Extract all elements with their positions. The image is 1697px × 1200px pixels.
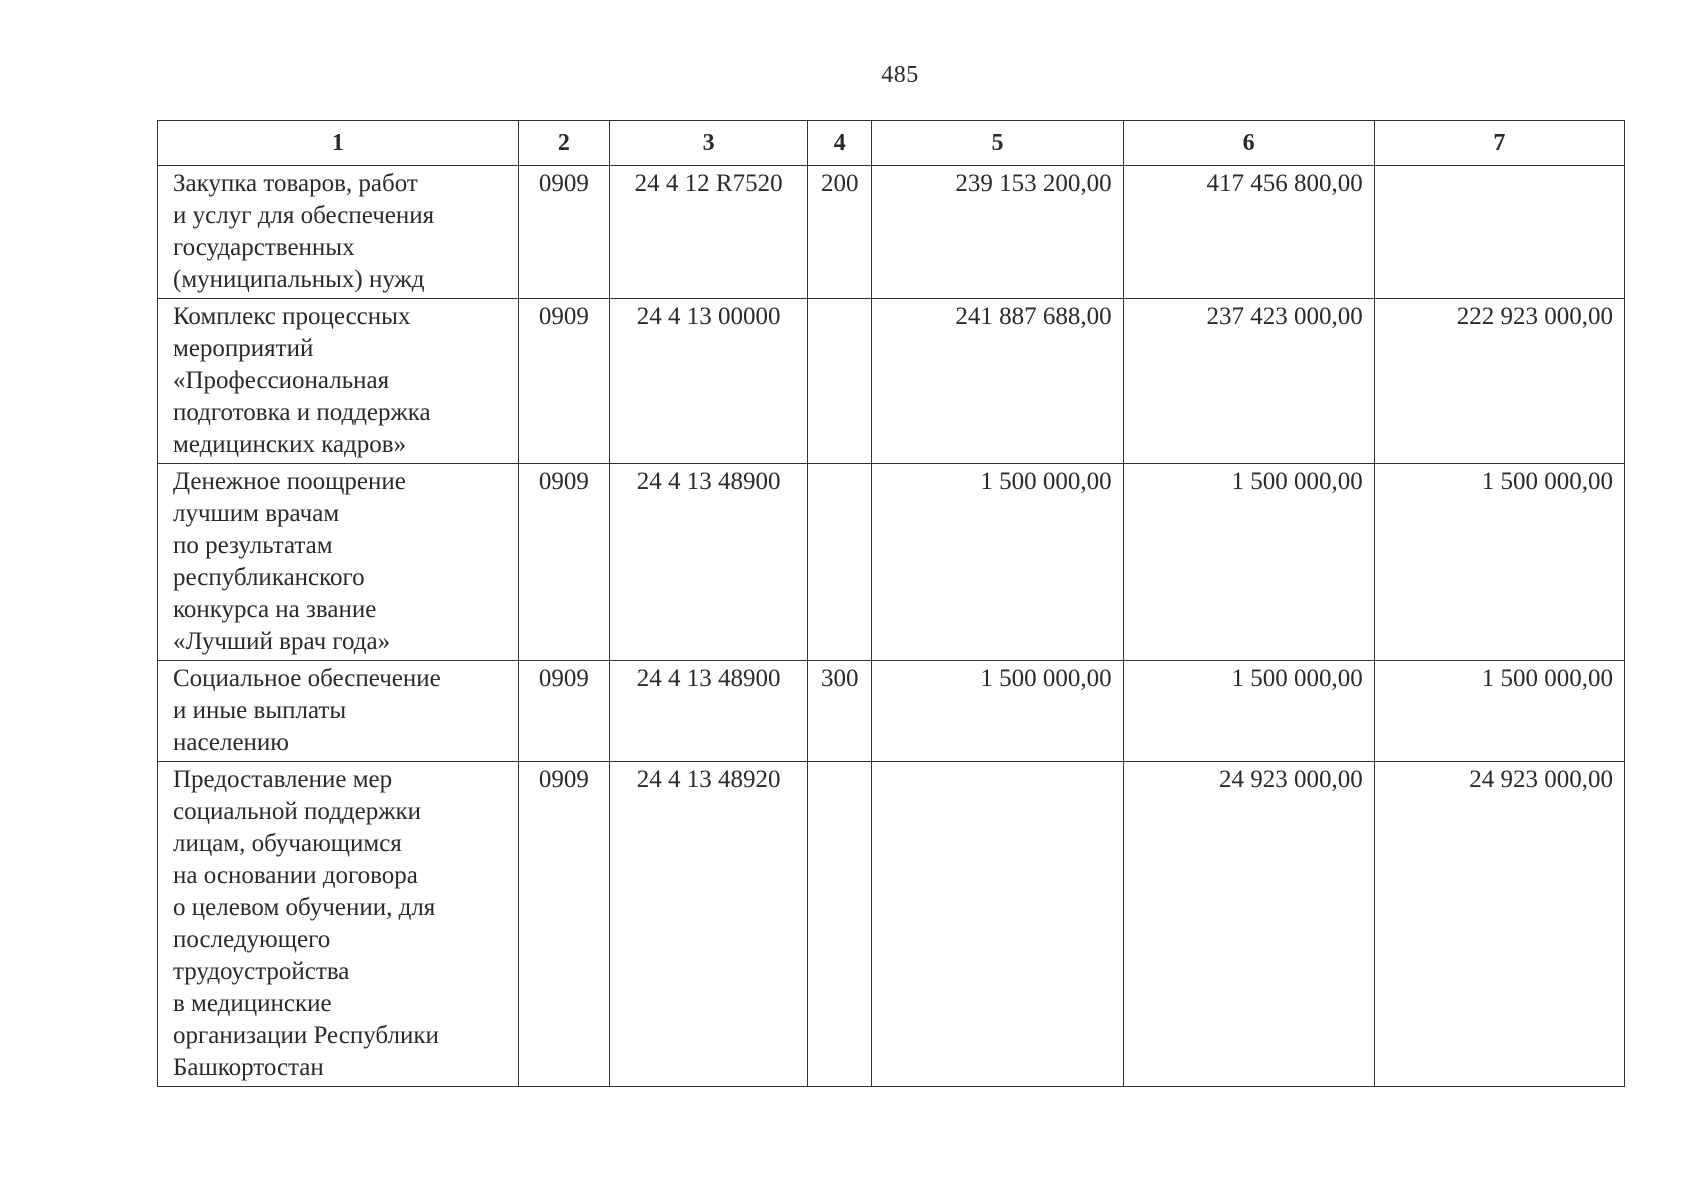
- target-code-cell: 24 4 13 48900: [610, 464, 808, 661]
- amount-col6-cell: 417 456 800,00: [1123, 166, 1374, 299]
- expense-kind-cell: 200: [808, 166, 872, 299]
- target-code-cell: 24 4 13 48920: [610, 762, 808, 1087]
- expense-name: Денежное поощрение лучшим врачам по результатам республиканского конкурса на звание «Лучший врач года»: [173, 468, 406, 655]
- column-header-7: 7: [1374, 121, 1624, 166]
- table-row: [158, 464, 1625, 661]
- column-header-4: 4: [808, 121, 872, 166]
- amount-col7-cell: 1 500 000,00: [1374, 661, 1624, 762]
- column-header-1: 1: [158, 121, 519, 166]
- column-header-5: 5: [872, 121, 1123, 166]
- expense-name: Предоставление мер социальной поддержки лицам, обучающимся на основании договора о целевом обучении, для последующего трудоустройства в медицинские организации Республики Башкортостан: [173, 766, 439, 1081]
- target-code-cell: 24 4 13 00000: [610, 299, 808, 464]
- table-row: [158, 762, 1625, 1087]
- section-cell: 0909: [518, 661, 609, 762]
- amount-col7-cell: 222 923 000,00: [1374, 299, 1624, 464]
- expense-kind-cell: [808, 299, 872, 464]
- table-row: [158, 661, 1625, 762]
- table-row: [158, 166, 1625, 299]
- amount-col5-cell: 239 153 200,00: [872, 166, 1123, 299]
- target-code-cell: 24 4 13 48900: [610, 661, 808, 762]
- amount-col6-cell: 24 923 000,00: [1123, 762, 1374, 1087]
- expense-name-cell: [158, 464, 519, 661]
- amount-col6-cell: 237 423 000,00: [1123, 299, 1374, 464]
- amount-col6-cell: 1 500 000,00: [1123, 464, 1374, 661]
- expense-name: Комплекс процессных мероприятий «Профессиональная подготовка и поддержка медицинских кадров»: [173, 303, 431, 458]
- amount-col5-cell: [872, 762, 1123, 1087]
- amount-col7-cell: 24 923 000,00: [1374, 762, 1624, 1087]
- target-code-cell: 24 4 12 R7520: [610, 166, 808, 299]
- expense-kind-cell: 300: [808, 661, 872, 762]
- amount-col5-cell: 1 500 000,00: [872, 661, 1123, 762]
- expense-name-cell: [158, 166, 519, 299]
- expense-kind-cell: [808, 762, 872, 1087]
- expense-name: Закупка товаров, работ и услуг для обеспечения государственных (муниципальных) нужд: [173, 170, 435, 293]
- amount-col6-cell: 1 500 000,00: [1123, 661, 1374, 762]
- expense-name-cell: [158, 299, 519, 464]
- column-header-3: 3: [610, 121, 808, 166]
- expense-name-cell: [158, 762, 519, 1087]
- amount-col7-cell: [1374, 166, 1624, 299]
- budget-table: [157, 120, 1625, 1087]
- header-row: [158, 121, 1625, 166]
- expense-kind-cell: [808, 464, 872, 661]
- column-header-2: 2: [518, 121, 609, 166]
- amount-col7-cell: 1 500 000,00: [1374, 464, 1624, 661]
- expense-name-cell: [158, 661, 519, 762]
- amount-col5-cell: 241 887 688,00: [872, 299, 1123, 464]
- section-cell: 0909: [518, 166, 609, 299]
- section-cell: 0909: [518, 762, 609, 1087]
- page-number: 485: [881, 62, 919, 88]
- table-row: [158, 299, 1625, 464]
- amount-col5-cell: 1 500 000,00: [872, 464, 1123, 661]
- section-cell: 0909: [518, 299, 609, 464]
- column-header-6: 6: [1123, 121, 1374, 166]
- expense-name: Социальное обеспечение и иные выплаты населению: [173, 665, 441, 756]
- section-cell: 0909: [518, 464, 609, 661]
